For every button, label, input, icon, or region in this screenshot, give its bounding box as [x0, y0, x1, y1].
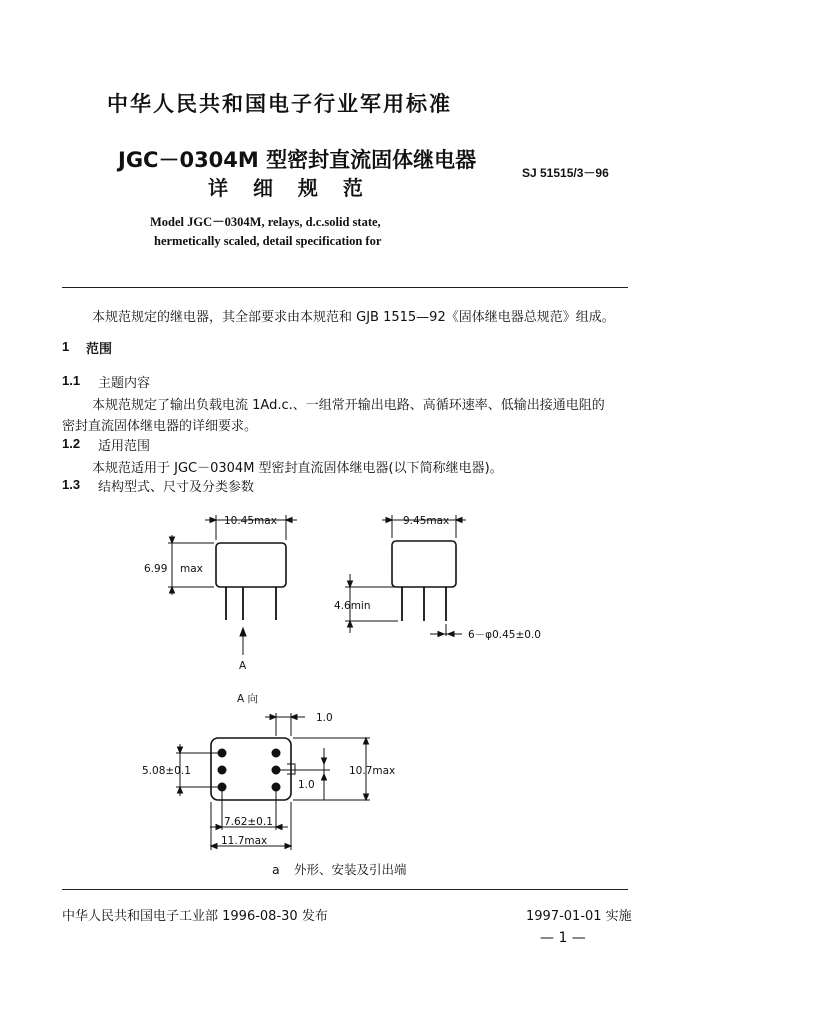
pin-dot	[218, 766, 227, 775]
section-1-1-title: 主题内容	[98, 376, 151, 391]
standard-number: SJ 51515/3－96	[522, 166, 609, 180]
dim-body-length-label: 11.7max	[221, 835, 268, 847]
dim-height-label: 6.99	[144, 563, 168, 575]
view-arrow-head	[240, 628, 246, 636]
view-arrow-label: A	[239, 660, 247, 672]
figure-caption-text: 外形、安装及引出端	[294, 862, 407, 877]
dim-front-width-label: 10.45max	[224, 515, 277, 527]
issuing-standard-category: 中华人民共和国电子行业军用标准	[107, 92, 452, 116]
figure-caption-letter: a	[272, 862, 280, 877]
effective-date: 1997-01-01 实施	[526, 909, 632, 924]
section-1-1-number: 1.1	[62, 373, 81, 388]
pin-dot	[272, 766, 281, 775]
bottom-view-pins	[218, 749, 281, 792]
bottom-view	[176, 713, 370, 850]
side-view	[345, 515, 466, 637]
section-1-2-title: 适用范围	[98, 439, 151, 454]
section-1-3-title: 结构型式、尺寸及分类参数	[98, 480, 255, 495]
section-1-2-number: 1.2	[62, 436, 81, 451]
dim-row-pitch-label: 5.08±0.1	[142, 765, 191, 777]
section-1-3-number: 1.3	[62, 477, 81, 492]
dim-offset-side-label: 1.0	[298, 779, 315, 791]
document-subtitle: 详 细 规 范	[208, 176, 372, 200]
section-1-number: 1	[62, 339, 70, 354]
pin-dot	[272, 783, 281, 792]
dim-col-pitch-label: 7.62±0.1	[224, 816, 273, 828]
section-1-title: 范围	[86, 342, 113, 357]
intro-paragraph: 本规范规定的继电器，其全部要求由本规范和 GJB 1515—92《固体继电器总规范》组成。	[92, 310, 615, 325]
pin-dot	[218, 749, 227, 758]
dim-body-depth-label: 10.7max	[349, 765, 396, 777]
pin-dot	[218, 783, 227, 792]
dim-height-unit-label: max	[180, 563, 203, 575]
document-title: JGC－0304M 型密封直流固体继电器	[118, 148, 477, 172]
dim-pin-length-label: 4.6min	[334, 600, 371, 612]
front-view-body	[216, 543, 286, 587]
dim-pin-diameter-label: 6－φ0.45±0.0	[468, 629, 541, 641]
bottom-view-label: A 向	[237, 693, 259, 705]
english-title-line2: hermetically scaled, detail specification for	[154, 234, 382, 248]
issue-date: 中华人民共和国电子工业部 1996-08-30 发布	[62, 909, 328, 924]
section-1-1-text-line2: 密封直流固体继电器的详细要求。	[62, 419, 258, 434]
section-1-2-text: 本规范适用于 JGC－0304M 型密封直流固体继电器(以下简称继电器)。	[92, 461, 503, 476]
side-view-body	[392, 541, 456, 587]
dim-side-width-label: 9.45max	[403, 515, 450, 527]
pin-dot	[272, 749, 281, 758]
section-1-1-text-line1: 本规范规定了输出负载电流 1Ad.c.、一组常开输出电路、高循环速率、低输出接通电阻的	[92, 398, 605, 413]
page-number: — 1 —	[540, 930, 586, 946]
english-title-line1: Model JGC－0304M, relays, d.c.solid state,	[150, 215, 381, 229]
dim-offset-top-label: 1.0	[316, 712, 333, 724]
front-view	[168, 515, 297, 655]
footer-divider	[62, 889, 628, 890]
